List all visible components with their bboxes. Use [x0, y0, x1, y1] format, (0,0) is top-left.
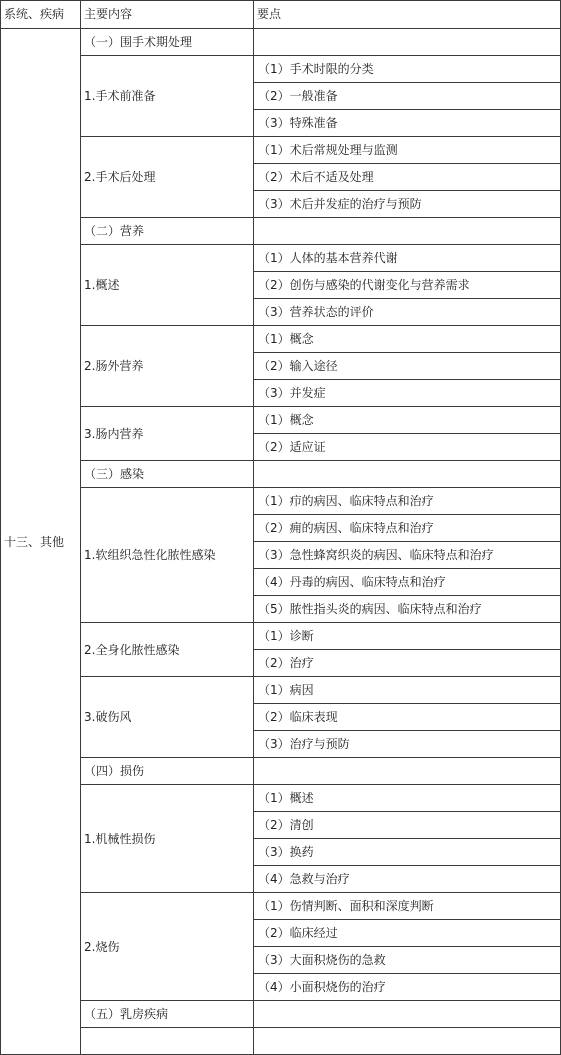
- point-cell: （4）丹毒的病因、临床特点和治疗: [254, 569, 561, 596]
- section-title: （三）感染: [81, 461, 254, 488]
- topic-cell: 2.手术后处理: [81, 137, 254, 218]
- point-cell: （2）术后不适及处理: [254, 164, 561, 191]
- point-cell: （3）换药: [254, 839, 561, 866]
- table-row: [1, 488, 561, 515]
- system-cell: 十三、其他: [1, 29, 81, 1055]
- section-title: （五）乳房疾病: [81, 1001, 254, 1028]
- point-cell: （2）一般准备: [254, 83, 561, 110]
- table-row: [1, 137, 561, 164]
- point-cell: （1）手术时限的分类: [254, 56, 561, 83]
- table-row: [1, 407, 561, 434]
- table-row: [1, 677, 561, 704]
- table-row: [1, 623, 561, 650]
- section-title: （二）营养: [81, 218, 254, 245]
- point-cell: （1）术后常规处理与监测: [254, 137, 561, 164]
- point-cell: （3）急性蜂窝织炎的病因、临床特点和治疗: [254, 542, 561, 569]
- point-cell: （4）小面积烧伤的治疗: [254, 974, 561, 1001]
- point-cell: （1）概念: [254, 326, 561, 353]
- point-cell: （5）脓性指头炎的病因、临床特点和治疗: [254, 596, 561, 623]
- table-row: [1, 785, 561, 812]
- point-cell: （1）概述: [254, 785, 561, 812]
- point-cell: （1）诊断: [254, 623, 561, 650]
- point-cell: （3）营养状态的评价: [254, 299, 561, 326]
- topic-cell: 3.肠内营养: [81, 407, 254, 461]
- table-row: [1, 56, 561, 83]
- point-cell: （1）概念: [254, 407, 561, 434]
- table-row: [1, 245, 561, 272]
- section-row: [1, 758, 561, 785]
- section-points-empty: [254, 758, 561, 785]
- point-cell: [254, 1028, 561, 1055]
- point-cell: （2）痈的病因、临床特点和治疗: [254, 515, 561, 542]
- point-cell: （2）临床表现: [254, 704, 561, 731]
- section-row: [1, 461, 561, 488]
- section-points-empty: [254, 461, 561, 488]
- topic-cell: 2.肠外营养: [81, 326, 254, 407]
- section-points-empty: [254, 29, 561, 56]
- topic-cell: 1.手术前准备: [81, 56, 254, 137]
- table-row: [1, 1028, 561, 1055]
- section-title: （一）围手术期处理: [81, 29, 254, 56]
- topic-cell: 2.全身化脓性感染: [81, 623, 254, 677]
- point-cell: （2）清创: [254, 812, 561, 839]
- header-system: 系统、疾病: [1, 1, 81, 29]
- section-points-empty: [254, 1001, 561, 1028]
- syllabus-table-body: [1, 1, 561, 1055]
- point-cell: （3）术后并发症的治疗与预防: [254, 191, 561, 218]
- point-cell: （1）病因: [254, 677, 561, 704]
- section-row: [1, 218, 561, 245]
- point-cell: （1）疖的病因、临床特点和治疗: [254, 488, 561, 515]
- topic-cell: 3.破伤风: [81, 677, 254, 758]
- section-points-empty: [254, 218, 561, 245]
- point-cell: （3）大面积烧伤的急救: [254, 947, 561, 974]
- table-row: [1, 893, 561, 920]
- topic-cell: 2.烧伤: [81, 893, 254, 1001]
- point-cell: （4）急救与治疗: [254, 866, 561, 893]
- point-cell: （3）特殊准备: [254, 110, 561, 137]
- point-cell: （2）适应证: [254, 434, 561, 461]
- topic-cell: 1.概述: [81, 245, 254, 326]
- section-title: （四）损伤: [81, 758, 254, 785]
- table-row: [1, 326, 561, 353]
- topic-cell: 1.软组织急性化脓性感染: [81, 488, 254, 623]
- point-cell: （3）并发症: [254, 380, 561, 407]
- header-points: 要点: [254, 1, 561, 29]
- section-row: [1, 29, 561, 56]
- point-cell: （3）治疗与预防: [254, 731, 561, 758]
- point-cell: （2）输入途径: [254, 353, 561, 380]
- section-row: [1, 1001, 561, 1028]
- point-cell: （1）人体的基本营养代谢: [254, 245, 561, 272]
- point-cell: （1）伤情判断、面积和深度判断: [254, 893, 561, 920]
- header-content: 主要内容: [81, 1, 254, 29]
- point-cell: （2）治疗: [254, 650, 561, 677]
- point-cell: （2）临床经过: [254, 920, 561, 947]
- point-cell: （2）创伤与感染的代谢变化与营养需求: [254, 272, 561, 299]
- topic-cell: 1.机械性损伤: [81, 785, 254, 893]
- topic-cell: [81, 1028, 254, 1055]
- header-row: [1, 1, 561, 29]
